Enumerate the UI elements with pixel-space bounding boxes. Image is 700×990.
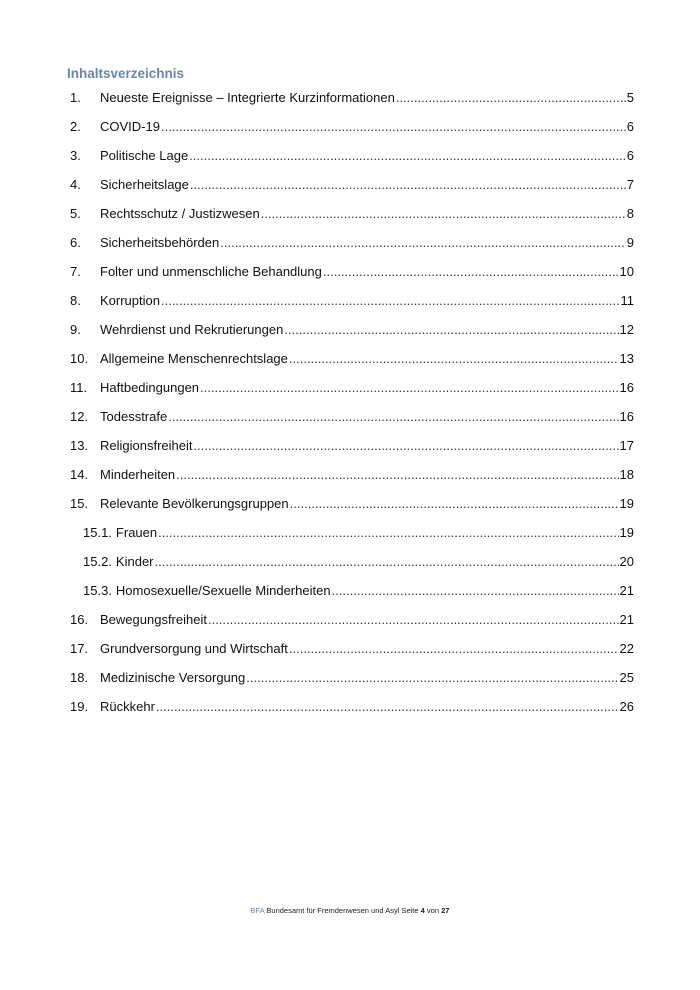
toc-dot-leader	[158, 523, 618, 543]
toc-dot-leader	[284, 320, 618, 340]
toc-entry-page: 12	[619, 322, 634, 337]
toc-entry-label: COVID-19	[100, 119, 160, 134]
toc-entry-page: 9	[626, 235, 634, 250]
toc-entry-label: Frauen	[115, 525, 158, 540]
toc-entry[interactable]	[70, 262, 634, 291]
toc-entry[interactable]	[70, 494, 634, 523]
toc-entry-label: Folter und unmenschliche Behandlung	[100, 264, 322, 279]
toc-entry-page: 6	[626, 119, 634, 134]
toc-dot-leader	[176, 465, 618, 485]
toc-dot-leader	[189, 146, 626, 166]
toc-entry-label: Rückkehr	[100, 699, 155, 714]
toc-entry[interactable]	[70, 378, 634, 407]
toc-entry[interactable]	[70, 436, 634, 465]
toc-entry-label: Grundversorgung und Wirtschaft	[100, 641, 288, 656]
toc-entry-number: 16.	[70, 612, 89, 627]
toc-dot-leader	[155, 552, 619, 572]
toc-entry-label: Sicherheitsbehörden	[100, 235, 220, 250]
footer-separator: von	[426, 906, 440, 915]
toc-entry-page: 16	[619, 380, 634, 395]
toc-entry-number: 15.1.	[83, 525, 112, 540]
toc-dot-leader	[156, 697, 619, 717]
toc-entry[interactable]	[70, 320, 634, 349]
toc-entry-label: Korruption	[100, 293, 160, 308]
toc-dot-leader	[261, 204, 626, 224]
toc-entry-number: 12.	[70, 409, 89, 424]
toc-subentry[interactable]	[70, 523, 634, 552]
toc-entry-label: Neueste Ereignisse – Integrierte Kurzinformationen	[100, 90, 395, 105]
toc-entry-number: 11.	[70, 380, 88, 395]
toc-entry-number: 2.	[70, 119, 81, 134]
toc-subentry[interactable]	[70, 581, 634, 610]
toc-dot-leader	[168, 407, 618, 427]
table-of-contents	[70, 88, 634, 726]
toc-entry-number: 10.	[70, 351, 89, 366]
toc-dot-leader	[161, 291, 620, 311]
toc-entry[interactable]	[70, 88, 634, 117]
toc-entry-number: 17.	[70, 641, 89, 656]
toc-entry-page: 8	[626, 206, 634, 221]
toc-entry[interactable]	[70, 697, 634, 726]
toc-dot-leader	[323, 262, 619, 282]
toc-entry-label: Minderheiten	[100, 467, 176, 482]
toc-entry[interactable]	[70, 204, 634, 233]
toc-dot-leader	[396, 88, 626, 108]
toc-dot-leader	[332, 581, 619, 601]
toc-entry-number: 14.	[70, 467, 89, 482]
toc-entry-page: 10	[619, 264, 634, 279]
toc-entry-page: 21	[619, 612, 634, 627]
toc-entry-number: 15.3.	[83, 583, 112, 598]
toc-dot-leader	[194, 436, 619, 456]
footer-current-page: 4	[420, 906, 425, 915]
toc-entry-page: 21	[619, 583, 634, 598]
toc-dot-leader	[290, 494, 619, 514]
toc-entry[interactable]	[70, 117, 634, 146]
toc-entry-label: Politische Lage	[100, 148, 189, 163]
toc-entry-number: 9.	[70, 322, 81, 337]
toc-entry-page: 25	[619, 670, 634, 685]
toc-entry-page: 7	[626, 177, 634, 192]
toc-entry-number: 5.	[70, 206, 81, 221]
toc-entry-page: 13	[619, 351, 634, 366]
toc-entry-label: Haftbedingungen	[100, 380, 200, 395]
toc-entry-page: 17	[619, 438, 634, 453]
toc-entry-number: 8.	[70, 293, 81, 308]
toc-entry-label: Sicherheitslage	[100, 177, 189, 192]
toc-entry-label: Bewegungsfreiheit	[100, 612, 207, 627]
toc-entry-label: Todesstrafe	[100, 409, 168, 424]
toc-entry-page: 16	[619, 409, 634, 424]
toc-entry-label: Medizinische Versorgung	[100, 670, 246, 685]
toc-dot-leader	[289, 639, 619, 659]
toc-entry[interactable]	[70, 291, 634, 320]
toc-entry-page: 19	[619, 496, 634, 511]
toc-entry-number: 18.	[70, 670, 89, 685]
toc-entry-number: 13.	[70, 438, 89, 453]
toc-dot-leader	[200, 378, 619, 398]
toc-entry-number: 4.	[70, 177, 81, 192]
toc-title: Inhaltsverzeichnis	[67, 66, 185, 81]
toc-entry-number: 3.	[70, 148, 81, 163]
toc-entry-page: 22	[619, 641, 634, 656]
toc-dot-leader	[289, 349, 619, 369]
toc-entry-page: 11	[620, 293, 634, 308]
toc-dot-leader	[246, 668, 618, 688]
toc-entry[interactable]	[70, 146, 634, 175]
toc-entry-label: Kinder	[115, 554, 154, 569]
toc-entry[interactable]	[70, 407, 634, 436]
toc-entry-label: Wehrdienst und Rekrutierungen	[100, 322, 284, 337]
toc-entry-number: 19.	[70, 699, 89, 714]
toc-dot-leader	[161, 117, 626, 137]
toc-entry[interactable]	[70, 465, 634, 494]
footer-total-pages: 27	[441, 906, 450, 915]
toc-entry[interactable]	[70, 233, 634, 262]
toc-entry-number: 6.	[70, 235, 81, 250]
toc-entry-page: 26	[619, 699, 634, 714]
page-footer	[0, 906, 700, 915]
toc-dot-leader	[208, 610, 619, 630]
toc-subentry[interactable]	[70, 552, 634, 581]
toc-entry[interactable]	[70, 349, 634, 378]
toc-entry-page: 18	[619, 467, 634, 482]
toc-entry-page: 5	[626, 90, 634, 105]
toc-entry[interactable]	[70, 639, 634, 668]
toc-dot-leader	[190, 175, 626, 195]
toc-entry-label: Allgemeine Menschenrechtslage	[100, 351, 288, 366]
toc-entry[interactable]	[70, 668, 634, 697]
toc-entry[interactable]	[70, 175, 634, 204]
toc-entry-number: 15.	[70, 496, 89, 511]
footer-text: Bundesamt für Fremdenwesen und Asyl Seite	[266, 906, 419, 915]
toc-entry-label: Religionsfreiheit	[100, 438, 193, 453]
footer-brand: BFA	[250, 906, 265, 915]
toc-entry-number: 15.2.	[83, 554, 112, 569]
toc-entry-number: 7.	[70, 264, 81, 279]
toc-entry-page: 20	[619, 554, 634, 569]
toc-entry-label: Homosexuelle/Sexuelle Minderheiten	[115, 583, 331, 598]
toc-entry-label: Rechtsschutz / Justizwesen	[100, 206, 260, 221]
toc-entry[interactable]	[70, 610, 634, 639]
toc-entry-number: 1.	[70, 90, 81, 105]
toc-entry-page: 19	[619, 525, 634, 540]
toc-dot-leader	[220, 233, 626, 253]
toc-entry-page: 6	[626, 148, 634, 163]
toc-entry-label: Relevante Bevölkerungsgruppen	[100, 496, 289, 511]
